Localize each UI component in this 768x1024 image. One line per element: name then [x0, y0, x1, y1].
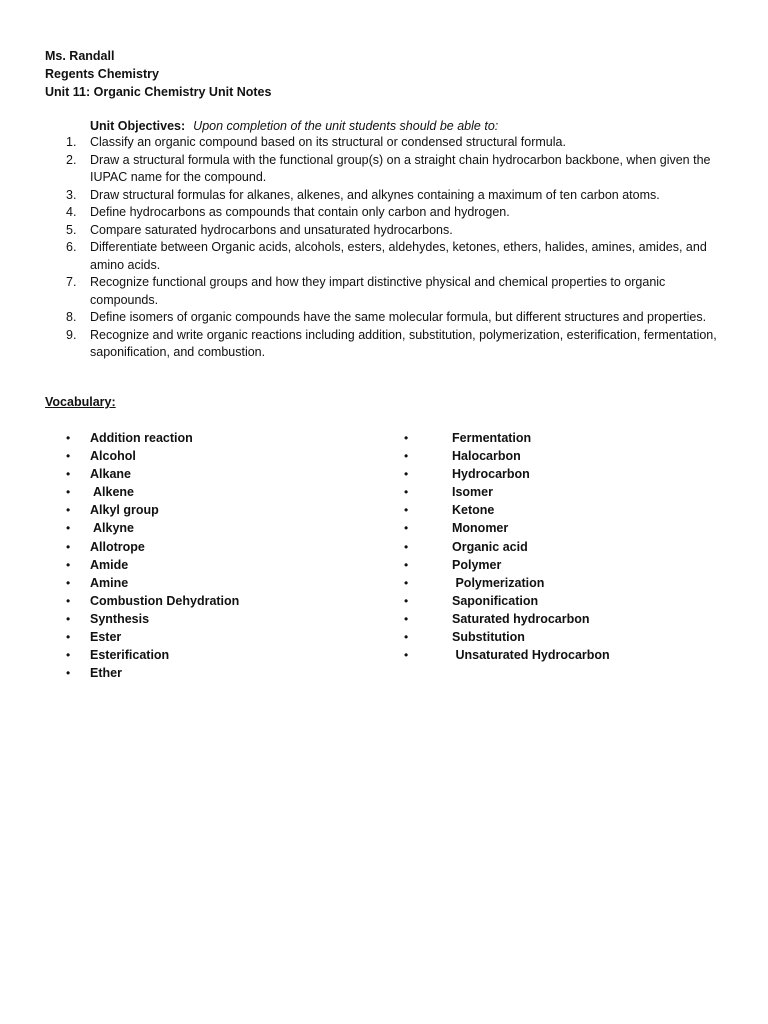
vocabulary-term: Fermentation: [452, 431, 532, 445]
bullet-icon: •: [404, 539, 409, 554]
objectives-intro: Upon completion of the unit students should be able to:: [193, 119, 499, 133]
vocabulary-term: Alkyne: [90, 521, 135, 536]
bullet-icon: •: [66, 467, 71, 482]
objective-text: Draw a structural formula with the functional group(s) on a straight chain hydrocarbon backbone, when given the IUPAC name for the compound.: [90, 152, 711, 184]
unit-title: Unit 11: Organic Chemistry Unit Notes: [45, 85, 272, 99]
objectives-list: [0, 134, 768, 362]
objective-number: 2.: [66, 152, 77, 167]
objective-number: 6.: [66, 240, 77, 254]
objective-number: 8.: [66, 310, 77, 324]
bullet-icon: •: [66, 557, 71, 572]
vocabulary-term: Isomer: [452, 485, 493, 500]
objective-number: 7.: [66, 275, 77, 289]
bullet-icon: •: [66, 539, 71, 554]
bullet-icon: •: [404, 521, 409, 536]
vocabulary-term: Addition reaction: [90, 431, 193, 445]
objective-item: [0, 309, 730, 327]
vocabulary-heading: [45, 393, 116, 411]
vocabulary-term: Ether: [90, 666, 122, 681]
vocabulary-term: Allotrope: [90, 539, 145, 554]
bullet-icon: •: [404, 485, 409, 500]
bullet-icon: •: [66, 575, 71, 590]
document-header: [45, 47, 271, 101]
objective-item: [0, 187, 730, 205]
bullet-icon: •: [66, 449, 71, 464]
bullet-icon: •: [404, 503, 409, 518]
vocabulary-term: Synthesis: [90, 611, 150, 626]
objectives-label: Unit Objectives:: [90, 119, 186, 133]
vocabulary-term: Ester: [90, 630, 122, 645]
vocabulary-term: Saturated hydrocarbon: [452, 611, 590, 626]
vocabulary-term: Organic acid: [452, 539, 528, 554]
objective-item: [0, 239, 730, 274]
objective-text: Draw structural formulas for alkanes, alkenes, and alkynes containing a maximum of ten carbon atoms.: [90, 187, 660, 202]
bullet-icon: •: [404, 630, 409, 645]
vocabulary-term: Unsaturated Hydrocarbon: [452, 648, 610, 663]
objective-number: 9.: [66, 327, 77, 342]
vocabulary-term: Monomer: [452, 521, 509, 536]
vocabulary-term: Esterification: [90, 648, 170, 663]
objective-text: Classify an organic compound based on its structural or condensed structural formula.: [90, 135, 566, 149]
vocabulary-term: Polymer: [452, 557, 502, 572]
vocabulary-term: Alkane: [90, 467, 131, 482]
objective-text: Differentiate between Organic acids, alcohols, esters, aldehydes, ketones, ethers, halides, amines, amides, and amino acids.: [90, 240, 707, 272]
objective-item: [0, 152, 730, 187]
vocabulary-term: Polymerization: [452, 575, 545, 590]
objective-number: 3.: [66, 187, 77, 202]
vocabulary-term: Amine: [90, 575, 129, 590]
bullet-icon: •: [404, 593, 409, 608]
bullet-icon: •: [66, 593, 71, 608]
vocabulary-heading-colon: :: [111, 395, 116, 409]
bullet-icon: •: [66, 630, 71, 645]
bullet-icon: •: [66, 485, 71, 500]
teacher-name: Ms. Randall: [45, 49, 115, 63]
bullet-icon: •: [404, 467, 409, 482]
bullet-icon: •: [404, 449, 409, 464]
course-name: Regents Chemistry: [45, 67, 159, 81]
bullet-icon: •: [404, 557, 409, 572]
objective-item: [0, 274, 730, 309]
objective-item: [0, 327, 730, 362]
bullet-icon: •: [66, 431, 71, 445]
vocabulary-term: Alkyl group: [90, 503, 159, 518]
objective-text: Compare saturated hydrocarbons and unsaturated hydrocarbons.: [90, 222, 453, 237]
bullet-icon: •: [404, 648, 409, 663]
vocabulary-term: Saponification: [452, 593, 539, 608]
objective-item: [0, 222, 730, 240]
bullet-icon: •: [404, 575, 409, 590]
objective-number: 4.: [66, 205, 77, 219]
objective-number: 5.: [66, 222, 77, 237]
vocabulary-term: Halocarbon: [452, 449, 521, 464]
objective-text: Define hydrocarbons as compounds that contain only carbon and hydrogen.: [90, 205, 510, 219]
vocabulary-term: Combustion Dehydration: [90, 593, 240, 608]
bullet-icon: •: [66, 521, 71, 536]
vocabulary-term: Alcohol: [90, 449, 136, 464]
bullet-icon: •: [66, 666, 71, 681]
vocabulary-term: Hydrocarbon: [452, 467, 530, 482]
objective-item: [0, 204, 730, 222]
bullet-icon: •: [66, 611, 71, 626]
vocabulary-heading-text: Vocabulary: [45, 395, 112, 409]
objective-text: Define isomers of organic compounds have the same molecular formula, but different structures and properties.: [90, 310, 707, 324]
bullet-icon: •: [66, 648, 71, 663]
vocabulary-term: Substitution: [452, 630, 525, 645]
vocabulary-term: Ketone: [452, 503, 495, 518]
bullet-icon: •: [66, 503, 71, 518]
objective-item: [0, 134, 730, 152]
objectives-heading: [90, 117, 498, 135]
vocabulary-term: Amide: [90, 557, 129, 572]
vocabulary-term: Alkene: [90, 485, 135, 500]
bullet-icon: •: [404, 431, 409, 445]
objective-text: Recognize functional groups and how they impart distinctive physical and chemical properties to organic compounds.: [90, 275, 666, 307]
objective-number: 1.: [66, 135, 77, 149]
objective-text: Recognize and write organic reactions including addition, substitution, polymerization, esterification, fermentation, saponification, and combustion.: [90, 327, 717, 359]
bullet-icon: •: [404, 611, 409, 626]
